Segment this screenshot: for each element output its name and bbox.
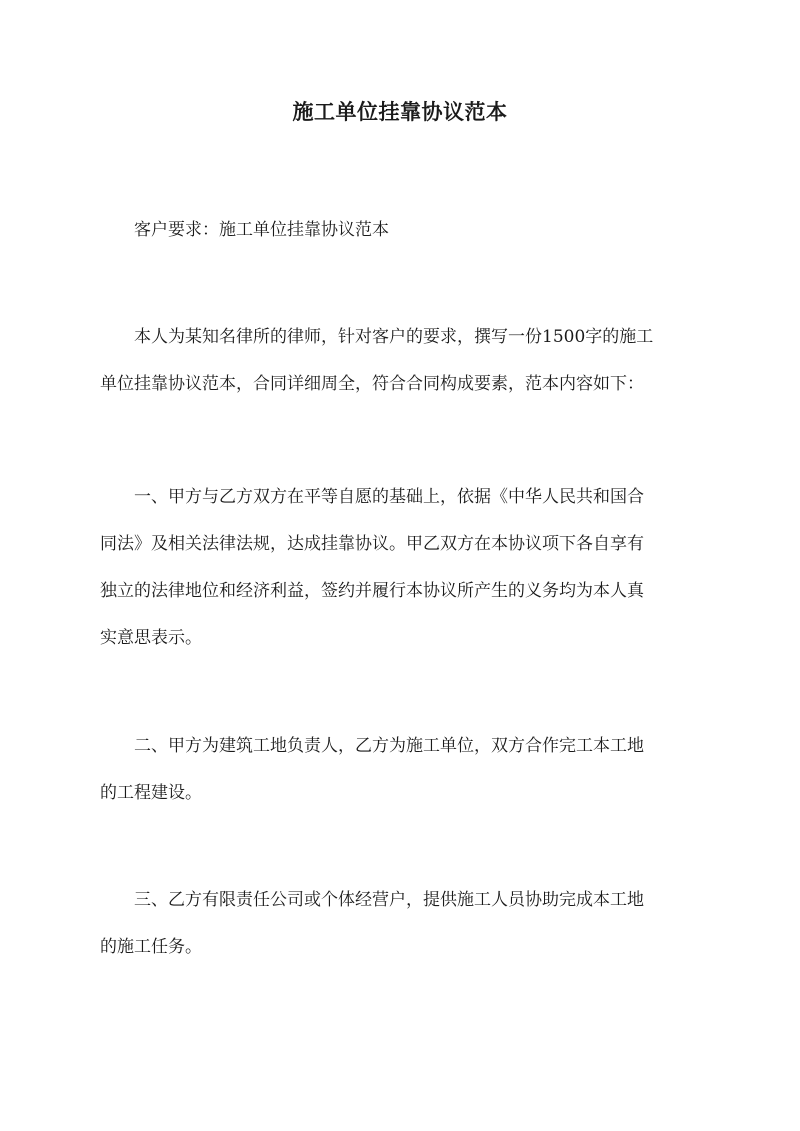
intro-paragraph xyxy=(100,314,700,408)
client-request-paragraph xyxy=(100,207,700,254)
clause-1-paragraph xyxy=(100,474,700,662)
paragraph-line: 客户要求：施工单位挂靠协议范本 xyxy=(134,220,389,240)
clause-3-paragraph xyxy=(100,877,700,971)
paragraph-line: 实意思表示。 xyxy=(100,628,202,648)
paragraph-line: 三、乙方有限责任公司或个体经营户，提供施工人员协助完成本工地 xyxy=(134,890,644,910)
document-title: 施工单位挂靠协议范本 xyxy=(292,99,508,124)
paragraph-line: 的工程建设。 xyxy=(100,783,202,803)
paragraph-line: 本人为某知名律所的律师，针对客户的要求，撰写一份1500字的施工 xyxy=(134,327,654,347)
paragraph-line: 单位挂靠协议范本，合同详细周全，符合合同构成要素，范本内容如下： xyxy=(100,374,644,394)
paragraph-line: 同法》及相关法律法规，达成挂靠协议。甲乙双方在本协议项下各自享有 xyxy=(100,534,644,554)
clause-2-paragraph xyxy=(100,723,700,817)
paragraph-line: 独立的法律地位和经济利益，签约并履行本协议所产生的义务均为本人真 xyxy=(100,581,644,601)
paragraph-line: 二、甲方为建筑工地负责人，乙方为施工单位，双方合作完工本工地 xyxy=(134,736,644,756)
paragraph-line: 的施工任务。 xyxy=(100,937,202,957)
paragraph-line: 一、甲方与乙方双方在平等自愿的基础上，依据《中华人民共和国合 xyxy=(134,487,644,507)
